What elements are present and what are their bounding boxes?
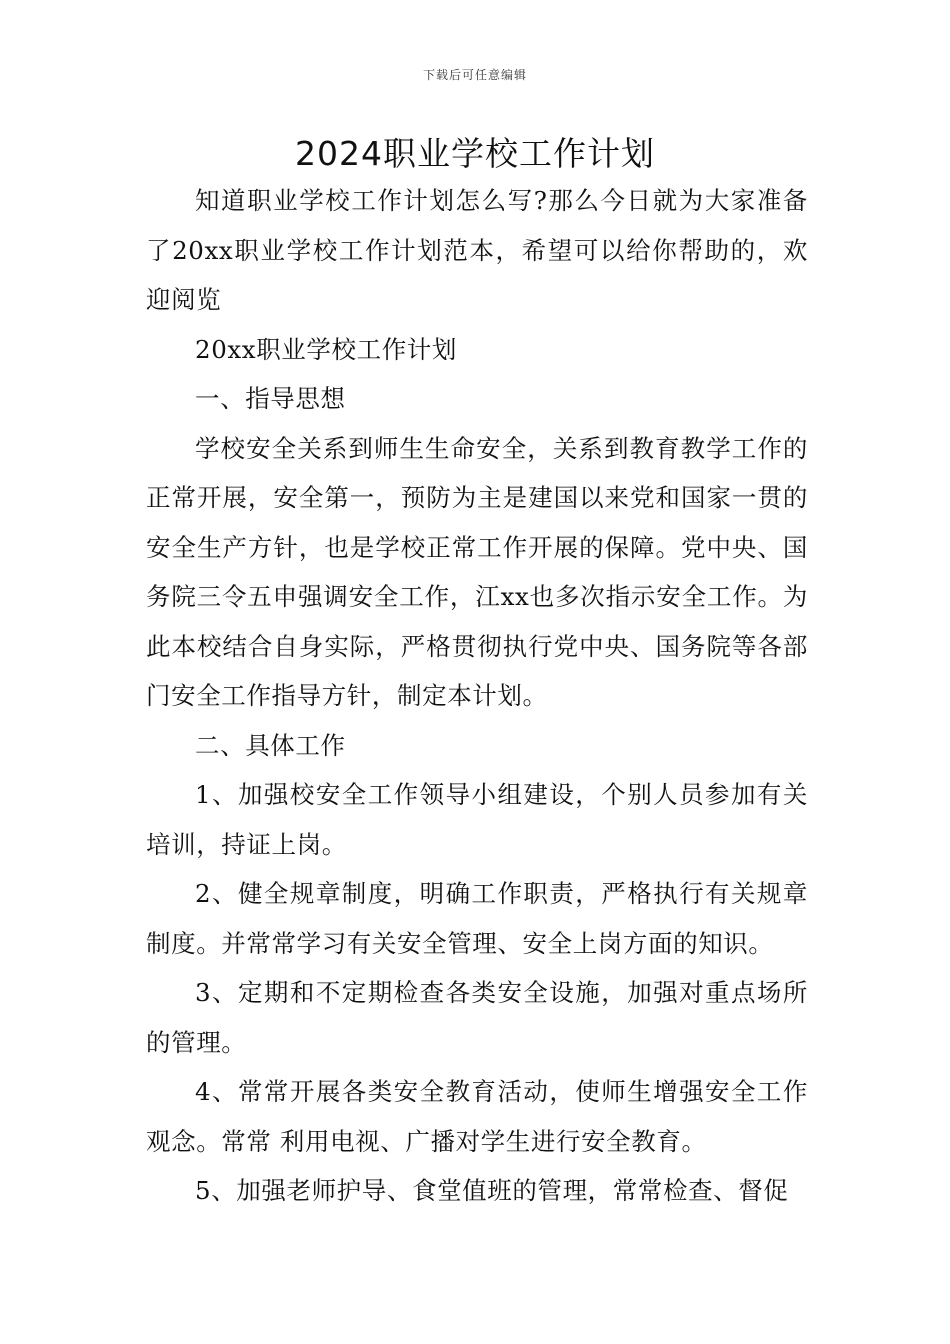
document-title: 2024职业学校工作计划 bbox=[295, 134, 655, 173]
work-item-5: 5、加强老师护导、食堂值班的管理，常常检查、督促 bbox=[195, 1176, 789, 1205]
section-heading-specific-work: 二、具体工作 bbox=[195, 730, 346, 760]
intro-paragraph: 知道职业学校工作计划怎么写?那么今日就为大家准备了20xx职业学校工作计划范本，希望可以给你帮助的，欢迎阅览 bbox=[146, 186, 808, 314]
work-item-2: 2、健全规章制度，明确工作职责，严格执行有关规章制度。并常常学习有关安全管理、安全上岗方面的知识。 bbox=[146, 879, 808, 958]
work-item-3: 3、定期和不定期检查各类安全设施，加强对重点场所的管理。 bbox=[146, 978, 808, 1057]
work-item-4: 4、常常开展各类安全教育活动，使师生增强安全工作观念。常常 利用电视、广播对学生进行安全教育。 bbox=[146, 1077, 808, 1156]
guiding-thought-paragraph: 学校安全关系到师生生命安全，关系到教育教学工作的正常开展，安全第一，预防为主是建国以来党和国家一贯的安全生产方针，也是学校正常工作开展的保障。党中央、国务院三令五申强调安全工作，江xx也多次指示安全工作。为此本校结合自身实际，严格贯彻执行党中央、国务院等各部门安全工作指导方针，制定本计划。 bbox=[146, 433, 808, 710]
header-note: 下载后可任意编辑 bbox=[422, 68, 527, 82]
document-body bbox=[146, 176, 808, 1216]
work-item-1: 1、加强校安全工作领导小组建设，个别人员参加有关培训，持证上岗。 bbox=[146, 780, 808, 859]
section-heading-guiding-thought: 一、指导思想 bbox=[195, 384, 346, 413]
subtitle-paragraph: 20xx职业学校工作计划 bbox=[195, 334, 458, 364]
